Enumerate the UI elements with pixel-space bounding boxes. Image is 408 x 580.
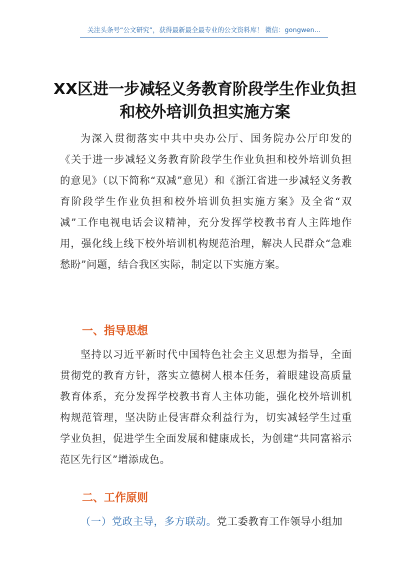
paragraph-guiding-ideology: 坚持以习近平新时代中国特色社会主义思想为指导，全面贯彻党的教育方针，落实立德树人根本任务，着眼建设高质量教育体系，充分发挥学校教书育人主体功能，强化校外培训机构规范管理，坚决防止侵害群众利益行为，切实减轻学生过重学业负担，促进学生全面发展和健康成长，为创建“共同富裕示范区先行区”增添成色。 xyxy=(60,350,352,466)
title-line-2: 和校外培训负担实施方案 xyxy=(119,103,291,121)
section-heading-work-principles: 二、工作原则 xyxy=(82,491,148,504)
paragraph-intro: 为深入贯彻落实中共中央办公厅、国务院办公厅印发的《关于进一步减轻义务教育阶段学生作业负担和校外培训负担的意见》（以下简称“双减”意见）和《浙江省进一步减轻义务教育阶段学生作业负担和校外培训负担实施方案》及全省“双减”工作电视电话会议精神，充分发挥学校教书育人主阵地作用，强化线上线下校外培训机构规范治理，解决人民群众“急难愁盼”问题，结合我区实际，制定以下实施方案。 xyxy=(60,134,352,271)
principle-1-text: 党工委教育工作领导小组加 xyxy=(216,517,343,528)
principle-1-lead: （一）党政主导，多方联动。 xyxy=(80,517,217,528)
paragraph-principle-1 xyxy=(60,512,352,533)
section-heading-guiding-ideology: 一、指导思想 xyxy=(82,324,148,337)
title-line-1: XX区进一步减轻义务教育阶段学生作业负担 xyxy=(53,80,357,98)
header-banner: 关注头条号“公文研究”，获得最新最全最专业的公文资料库！ 微信：gongwen... xyxy=(80,25,328,38)
document-title xyxy=(40,78,370,124)
